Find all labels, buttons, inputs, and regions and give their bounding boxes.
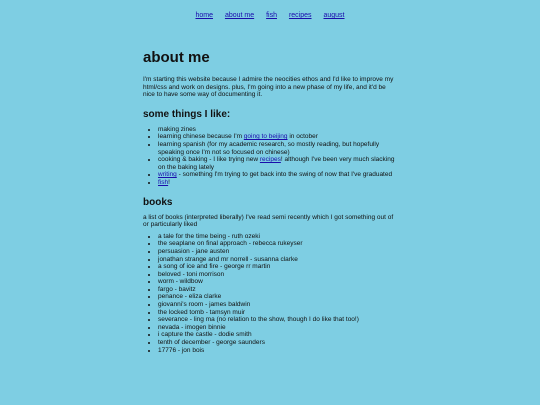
nav-link-fish[interactable]: fish [266,12,277,19]
main-content [143,50,398,354]
likes-list [143,126,398,187]
list-item: • a tale for the time being - ruth ozeki [158,233,398,241]
item-text: learning spanish (for my academic research, so mostly reading, but hopefully speaking once I'm not so focused on chinese) [158,140,380,156]
list-item: • beloved - toni morrison [158,271,398,279]
item-text: - something I'm trying to get back into the swing of now that I've graduated [176,171,393,179]
item-text: learning chinese because I'm [158,133,244,141]
list-item [158,156,398,171]
list-item: • a song of ice and fire - george rr martin [158,263,398,271]
link-fish[interactable]: fish [158,178,169,186]
top-nav [0,12,540,19]
list-item: • worm - wildbow [158,278,398,286]
list-item [158,126,398,134]
list-item: • penance - eliza clarke [158,293,398,301]
books-intro: a list of books (interpreted liberally) I've read semi recently which I got something out of or particularly liked [143,213,394,229]
list-item: • fargo - bavitz [158,286,398,294]
link-writing[interactable]: writing [158,171,177,179]
list-item: • tenth of december - george saunders [158,339,398,347]
books-heading: books [143,196,173,208]
item-text: ! [168,178,170,186]
likes-heading: some things I like: [143,108,231,120]
list-item: • the seaplane on final approach - rebecca rukeyser [158,240,398,248]
item-text: ! although I've been very much slacking on the baking lately [158,156,395,171]
list-item: • i capture the castle - dodie smith [158,331,398,339]
list-item: • 17776 - jon bois [158,347,398,355]
page-title: about me [143,49,210,66]
list-item [158,141,398,156]
nav-link-about-me[interactable]: about me [224,12,255,19]
books-list [143,233,398,355]
list-item: • persuasion - jane austen [158,248,398,256]
list-item: • giovanni's room - james baldwin [158,301,398,309]
nav-link-august[interactable]: august [323,12,345,19]
list-item [158,179,398,187]
item-text: cooking & baking - I like trying new [158,156,260,164]
list-item: • the locked tomb - tamsyn muir [158,309,398,317]
nav-link-recipes[interactable]: recipes [288,12,312,19]
link-going-to-beijing[interactable]: going to beijing [243,133,288,141]
list-item: • severance - ling ma (no relation to the show, though I do like that too!) [158,316,398,324]
item-text: making zines [158,125,196,133]
intro-paragraph: I'm starting this website because I admire the neocities ethos and I'd like to improve my html/css and work on designs. plus, I'm going into a new phase of my life, and it'd be nice to have some way of documenting it. [143,76,394,99]
link-recipes[interactable]: recipes [259,156,281,164]
nav-link-home[interactable]: home [195,12,213,19]
list-item: • jonathan strange and mr norrell - susanna clarke [158,256,398,264]
list-item [158,133,398,141]
item-text: in october [287,133,318,141]
list-item [158,171,398,179]
list-item: • nevada - imogen binnie [158,324,398,332]
